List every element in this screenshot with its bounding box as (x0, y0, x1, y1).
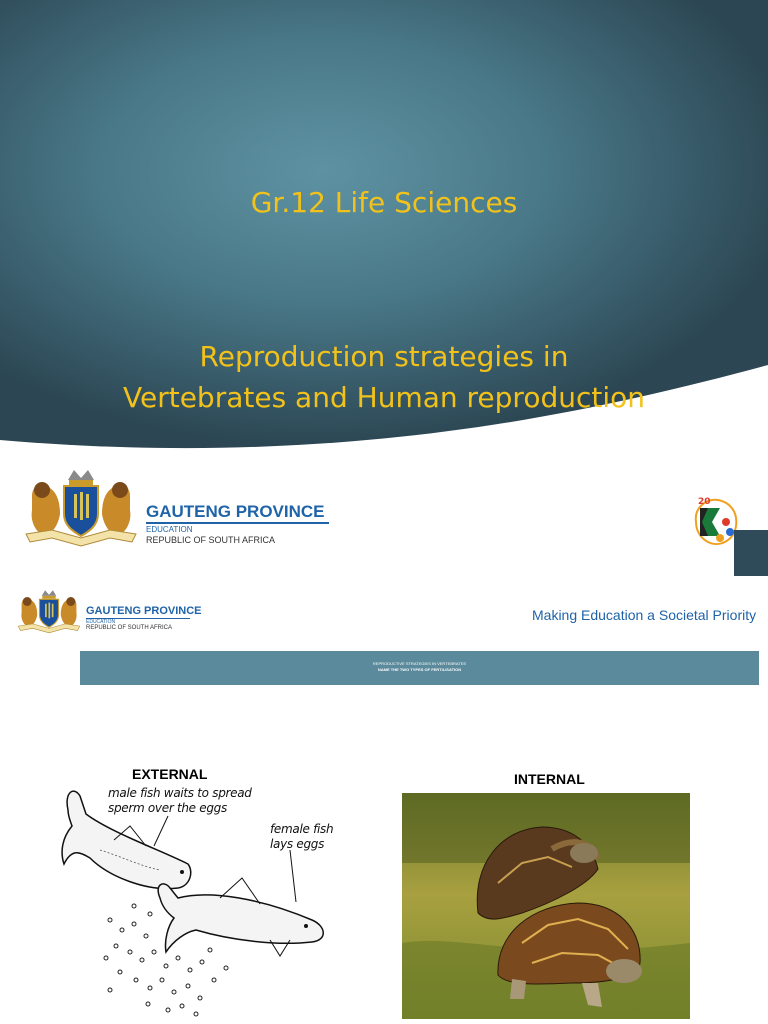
education-dept: EDUCATION (146, 525, 193, 534)
subtitle-line-2: Vertebrates and Human reproduction (123, 381, 645, 414)
subtitle-line-1: Reproduction strategies in (199, 340, 569, 373)
external-label: EXTERNAL (132, 766, 208, 782)
coat-of-arms-icon (22, 466, 140, 548)
coat-of-arms-icon (16, 588, 82, 634)
internal-label: INTERNAL (514, 771, 585, 787)
banner-question: NAME THE TWO TYPES OF FERTILISATION (377, 667, 462, 672)
logo-divider (146, 522, 329, 524)
slide-title: Gr.12 Life Sciences (250, 186, 518, 219)
gauteng-province-name: GAUTENG PROVINCE (146, 502, 325, 521)
gauteng-province-name-small: GAUTENG PROVINCE (86, 605, 202, 617)
male-annotation-line-1: male fish waits to spread (108, 786, 252, 800)
country-name-small: REPUBLIC OF SOUTH AFRICA (86, 625, 173, 631)
question-banner (80, 651, 759, 685)
title-hero (0, 0, 768, 460)
female-annotation-line-2: lays eggs (270, 837, 325, 851)
female-annotation-line-1: female fish (270, 822, 334, 836)
corner-accent-block (734, 530, 768, 576)
female-fish-annotation (270, 822, 333, 852)
slide-subtitle (0, 336, 768, 418)
male-annotation-line-2: sperm over the eggs (108, 801, 227, 815)
education-slogan: Making Education a Societal Priority (532, 607, 757, 623)
spawning-fish-icon (50, 780, 350, 1020)
mating-tortoises-photo (402, 793, 690, 1019)
male-fish-annotation (108, 786, 252, 816)
svg-text:20: 20 (698, 497, 711, 507)
country-name: REPUBLIC OF SOUTH AFRICA (146, 535, 276, 545)
education-dept-small: EDUCATION (86, 619, 116, 625)
banner-heading: REPRODUCTIVE STRATEGIES IN VERTEBRATES (372, 661, 467, 666)
